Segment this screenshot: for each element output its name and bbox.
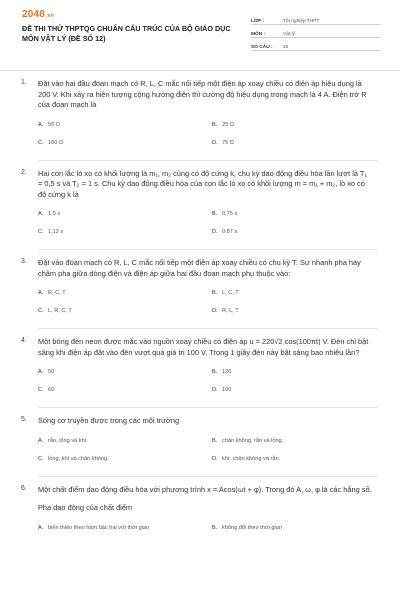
answer-option[interactable] <box>38 211 212 217</box>
option-letter: A. <box>38 369 44 375</box>
question-item <box>0 258 400 329</box>
option-text: 100 <box>222 387 232 393</box>
answer-option[interactable] <box>38 290 212 296</box>
option-letter: D. <box>212 229 218 235</box>
answer-options <box>38 525 378 531</box>
question-list <box>0 79 400 531</box>
option-letter: A. <box>38 121 44 128</box>
site-logo[interactable] <box>22 9 54 20</box>
answer-option[interactable] <box>212 290 386 296</box>
header-divider <box>0 70 400 71</box>
question-stem: Một chất điểm dao động điều hòa với phương trình x = Acos(ωt + φ). Trong đó A, ω, φ là các hằng số. <box>38 484 372 494</box>
question-number: 5. <box>21 416 27 423</box>
option-letter: B. <box>212 290 218 296</box>
meta-value: Tốt nghiệp THPT <box>283 19 320 24</box>
option-text: 100 Ω <box>48 139 64 146</box>
meta-key: LỚP : <box>251 19 265 24</box>
logo-suffix: .vn <box>46 13 54 19</box>
meta-row-subject <box>251 25 381 38</box>
question-stem: Một bóng đèn neon được mắc vào nguồn xoay chiều có điện áp u = 220√2 cos(100πt) V. Đèn chỉ bật sáng khi điện áp đặt vào đèn vượt quá giá trị 100 V. Trong 1 giây đèn này bật sáng bao nhiêu lần? <box>38 337 369 357</box>
question-divider <box>38 407 378 408</box>
answer-options <box>38 290 378 314</box>
question-divider <box>38 476 378 477</box>
meta-key: MÔN : <box>251 32 266 37</box>
answer-option[interactable] <box>38 387 212 393</box>
option-text: rắn, lỏng và khí. <box>48 437 88 444</box>
answer-option[interactable] <box>38 456 212 462</box>
option-letter: C. <box>38 455 44 462</box>
option-text: 1,12 s <box>48 229 64 235</box>
option-text: L, R, C, T <box>48 308 72 314</box>
meta-key: SỐ CÂU : <box>251 45 273 50</box>
answer-options <box>38 122 378 146</box>
question-divider <box>38 328 378 329</box>
question-number: 3. <box>21 258 27 265</box>
answer-options <box>38 211 378 235</box>
answer-option[interactable] <box>212 229 386 235</box>
option-text: lỏng, khí và chân không. <box>48 455 109 462</box>
option-letter: D. <box>212 387 218 393</box>
answer-option[interactable] <box>38 229 212 235</box>
option-letter: D. <box>212 308 218 314</box>
answer-option[interactable] <box>38 140 212 146</box>
answer-options <box>38 438 378 462</box>
option-letter: D. <box>212 455 218 462</box>
meta-value: Vật lý <box>283 32 295 37</box>
question-item <box>0 485 400 531</box>
answer-option[interactable] <box>212 438 386 444</box>
option-text: 50 <box>48 369 55 375</box>
option-text: L, C, T <box>222 290 239 296</box>
answer-option[interactable] <box>212 140 386 146</box>
answer-option[interactable] <box>212 456 386 462</box>
option-text: 120 <box>222 369 232 375</box>
question-item <box>0 79 400 161</box>
question-divider <box>38 249 378 250</box>
question-number: 1. <box>21 79 27 86</box>
option-letter: B. <box>212 211 218 217</box>
question-stem: Hai con lắc lò xo có khối lượng là m₁, m₂ cùng có độ cứng k, chu kỳ dao động điều hòa lần lượt là T₁ = 0,5 s và T₂ = 1 s. Chu kỳ dao động điều hòa của con lắc lò xo có khối lượng m = m₁ + m₂, lò xo có độ cứng k là <box>38 168 367 199</box>
option-text: 0,87 s <box>222 229 238 235</box>
option-letter: B. <box>212 524 218 531</box>
answer-option[interactable] <box>38 438 212 444</box>
option-letter: B. <box>212 121 218 128</box>
option-text: 60 <box>48 387 55 393</box>
option-text: chân không, rắn và lỏng. <box>222 437 284 444</box>
exam-title: ĐỀ THI THỬ THPTQG CHUẨN CẤU TRÚC CỦA BỘ GIÁO DỤC MÔN VẬT LÝ (ĐỀ SỐ 12) <box>22 24 231 43</box>
answer-option[interactable] <box>212 369 386 375</box>
answer-option[interactable] <box>212 387 386 393</box>
option-text: không đổi theo thời gian <box>222 524 282 531</box>
option-text: 1,5 s <box>48 211 61 217</box>
answer-option[interactable] <box>38 308 212 314</box>
option-text: 75 Ω <box>222 139 234 146</box>
option-text: R, L, T <box>222 308 239 314</box>
answer-option[interactable] <box>38 525 212 531</box>
answer-option[interactable] <box>212 211 386 217</box>
question-number: 4. <box>21 337 27 344</box>
answer-options <box>38 369 378 393</box>
question-item <box>0 337 400 408</box>
answer-option[interactable] <box>212 122 386 128</box>
exam-header <box>0 0 400 62</box>
option-text: 50 Ω <box>48 121 60 128</box>
meta-row-class <box>251 12 381 25</box>
option-letter: C. <box>38 229 44 235</box>
question-number: 2. <box>21 168 27 176</box>
option-text: 25 Ω <box>222 121 234 128</box>
question-divider <box>38 160 378 161</box>
exam-meta <box>251 12 381 51</box>
option-letter: C. <box>38 139 44 146</box>
option-text: biến thiên theo hàm bậc hai với thời gian <box>48 524 150 531</box>
meta-row-count <box>251 38 381 51</box>
question-stem: Đặt vào đoạn mạch có R, L, C mắc nối tiếp một điện áp xoay chiều có chu kỳ T. Sự nhanh pha hay chậm pha giữa dòng điện và điện áp giữa hai đầu đoạn mạch phụ thuộc vào: <box>38 258 361 278</box>
option-text: khí, chân không và rắn. <box>222 455 281 462</box>
answer-option[interactable] <box>212 308 386 314</box>
option-letter: B. <box>212 369 218 375</box>
answer-option[interactable] <box>212 525 386 531</box>
logo-text: 2048 <box>22 9 46 20</box>
option-text: R, C, T <box>48 290 66 296</box>
option-letter: A. <box>38 524 44 531</box>
question-sub-stem: Pha dao động của chất điểm <box>38 503 133 512</box>
answer-option[interactable] <box>38 369 212 375</box>
question-item <box>0 169 400 251</box>
option-letter: A. <box>38 290 44 296</box>
option-text: 0,75 s <box>222 211 238 217</box>
option-letter: B. <box>212 437 218 444</box>
option-letter: A. <box>38 211 44 217</box>
question-stem: Sóng cơ truyền được trong các môi trường <box>38 416 180 425</box>
question-item <box>0 416 400 477</box>
option-letter: A. <box>38 437 44 444</box>
answer-option[interactable] <box>38 122 212 128</box>
meta-value: 40 <box>283 45 289 50</box>
option-letter: C. <box>38 308 44 314</box>
option-letter: C. <box>38 387 44 393</box>
question-stem: Đặt vào hai đầu đoạn mạch có R, L, C mắc nối tiếp một điện áp xoay chiều có điện áp hiệu dụng là 200 V. Khi xảy ra hiện tượng cộng hưởng điện thì cường độ hiệu dụng trong mạch là 4 A. Điện trở R của đoạn mạch là <box>38 79 367 109</box>
option-letter: D. <box>212 139 218 146</box>
question-number: 6. <box>21 484 27 492</box>
